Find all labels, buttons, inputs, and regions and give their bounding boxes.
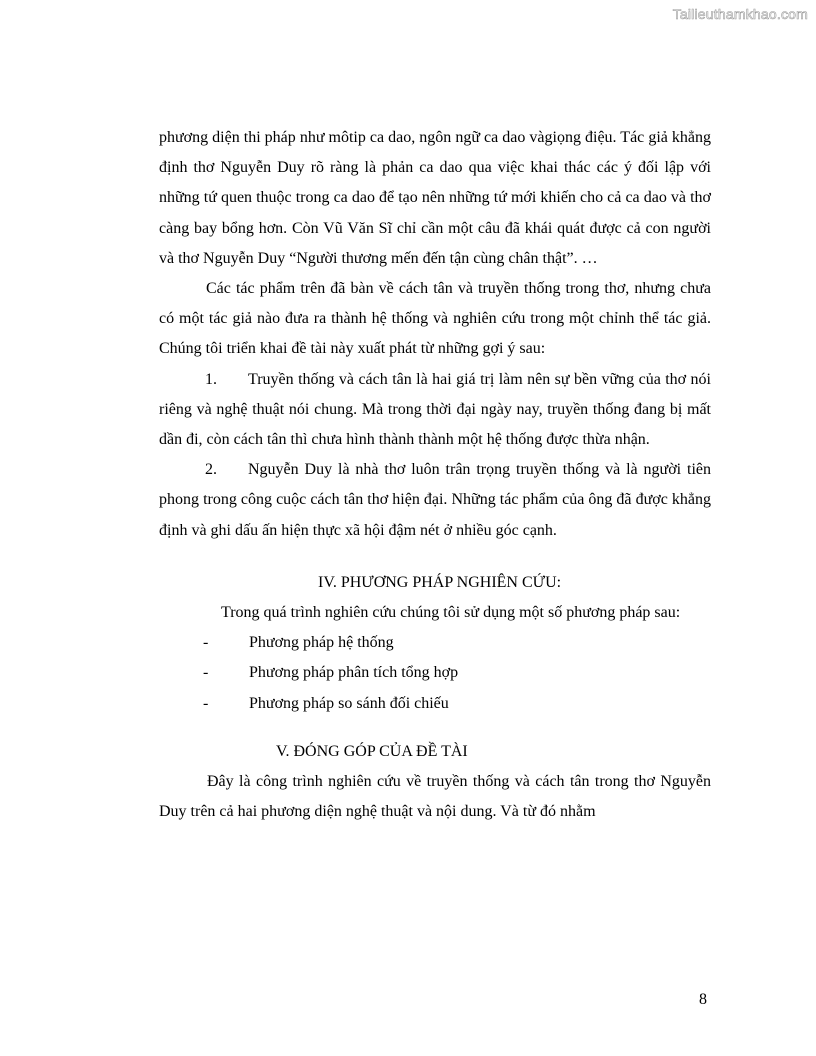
list-item xyxy=(159,658,711,688)
dash-bullet: - xyxy=(203,664,209,682)
dash-bullet: - xyxy=(203,694,209,712)
item-number: 1. xyxy=(205,370,217,388)
section-heading-methods: IV. PHƯƠNG PHÁP NGHIÊN CỨU: xyxy=(318,573,562,591)
contribution-paragraph: Đây là công trình nghiên cứu về truyền thống và cách tân trong thơ Nguyễn Duy trên cả hai phương diện nghệ thuật và nội dung. Và từ đó nhằm xyxy=(159,773,711,821)
watermark-text: Tailieuthamkhao.com xyxy=(672,6,808,22)
list-item xyxy=(159,628,711,658)
list-item xyxy=(159,689,711,719)
section-heading-contribution: V. ĐÓNG GÓP CỦA ĐỀ TÀI xyxy=(276,742,468,760)
method-label: Phương pháp so sánh đối chiếu xyxy=(249,694,449,712)
method-label: Phương pháp phân tích tổng hợp xyxy=(249,664,459,682)
paragraph-review-continued: phương diện thi pháp như môtip ca dao, ngôn ngữ ca dao vàgiọng điệu. Tác giả khẳng định thơ Nguyễn Duy rõ ràng là phản ca dao qua việc khai thác các ý đối lập với những tứ quen thuộc trong ca dao để tạo nên những tứ mới khiến cho cả ca dao và thơ càng bay bổng hơn. Còn Vũ Văn Sĩ chỉ cần một câu đã khái quát được cả con người và thơ Nguyễn Duy “Người thương mến đến tận cùng chân thật”. … xyxy=(159,129,711,267)
item-text: Nguyễn Duy là nhà thơ luôn trân trọng truyền thống và là người tiên phong trong công cuộc cách tân thơ hiện đại. Những tác phẩm của ông đã được khẳng định và ghi dấu ấn hiện thực xã hội đậm nét ở nhiều góc cạnh. xyxy=(159,461,711,539)
item-text: Truyền thống và cách tân là hai giá trị làm nên sự bền vững của thơ nói riêng và nghệ thuật nói chung. Mà trong thời đại ngày nay, truyền thống đang bị mất dần đi, còn cách tân thì chưa hình thành thành một hệ thống được thừa nhận. xyxy=(159,370,711,449)
dash-bullet: - xyxy=(203,634,209,652)
methods-intro: Trong quá trình nghiên cứu chúng tôi sử dụng một số phương pháp sau: xyxy=(221,604,681,622)
method-label: Phương pháp hệ thống xyxy=(249,634,394,652)
item-number: 2. xyxy=(205,461,217,479)
methods-list xyxy=(159,628,711,719)
numbered-item-2 xyxy=(159,455,711,546)
document-body xyxy=(159,123,711,827)
paragraph-research-gap: Các tác phẩm trên đã bàn về cách tân và truyền thống trong thơ, nhưng chưa có một tác giả nào đưa ra thành hệ thống và nghiên cứu trong một chỉnh thể tác giả. Chúng tôi triển khai đề tài này xuất phát từ những gợi ý sau: xyxy=(159,280,711,358)
numbered-item-1 xyxy=(159,365,711,456)
page-number: 8 xyxy=(699,991,707,1008)
